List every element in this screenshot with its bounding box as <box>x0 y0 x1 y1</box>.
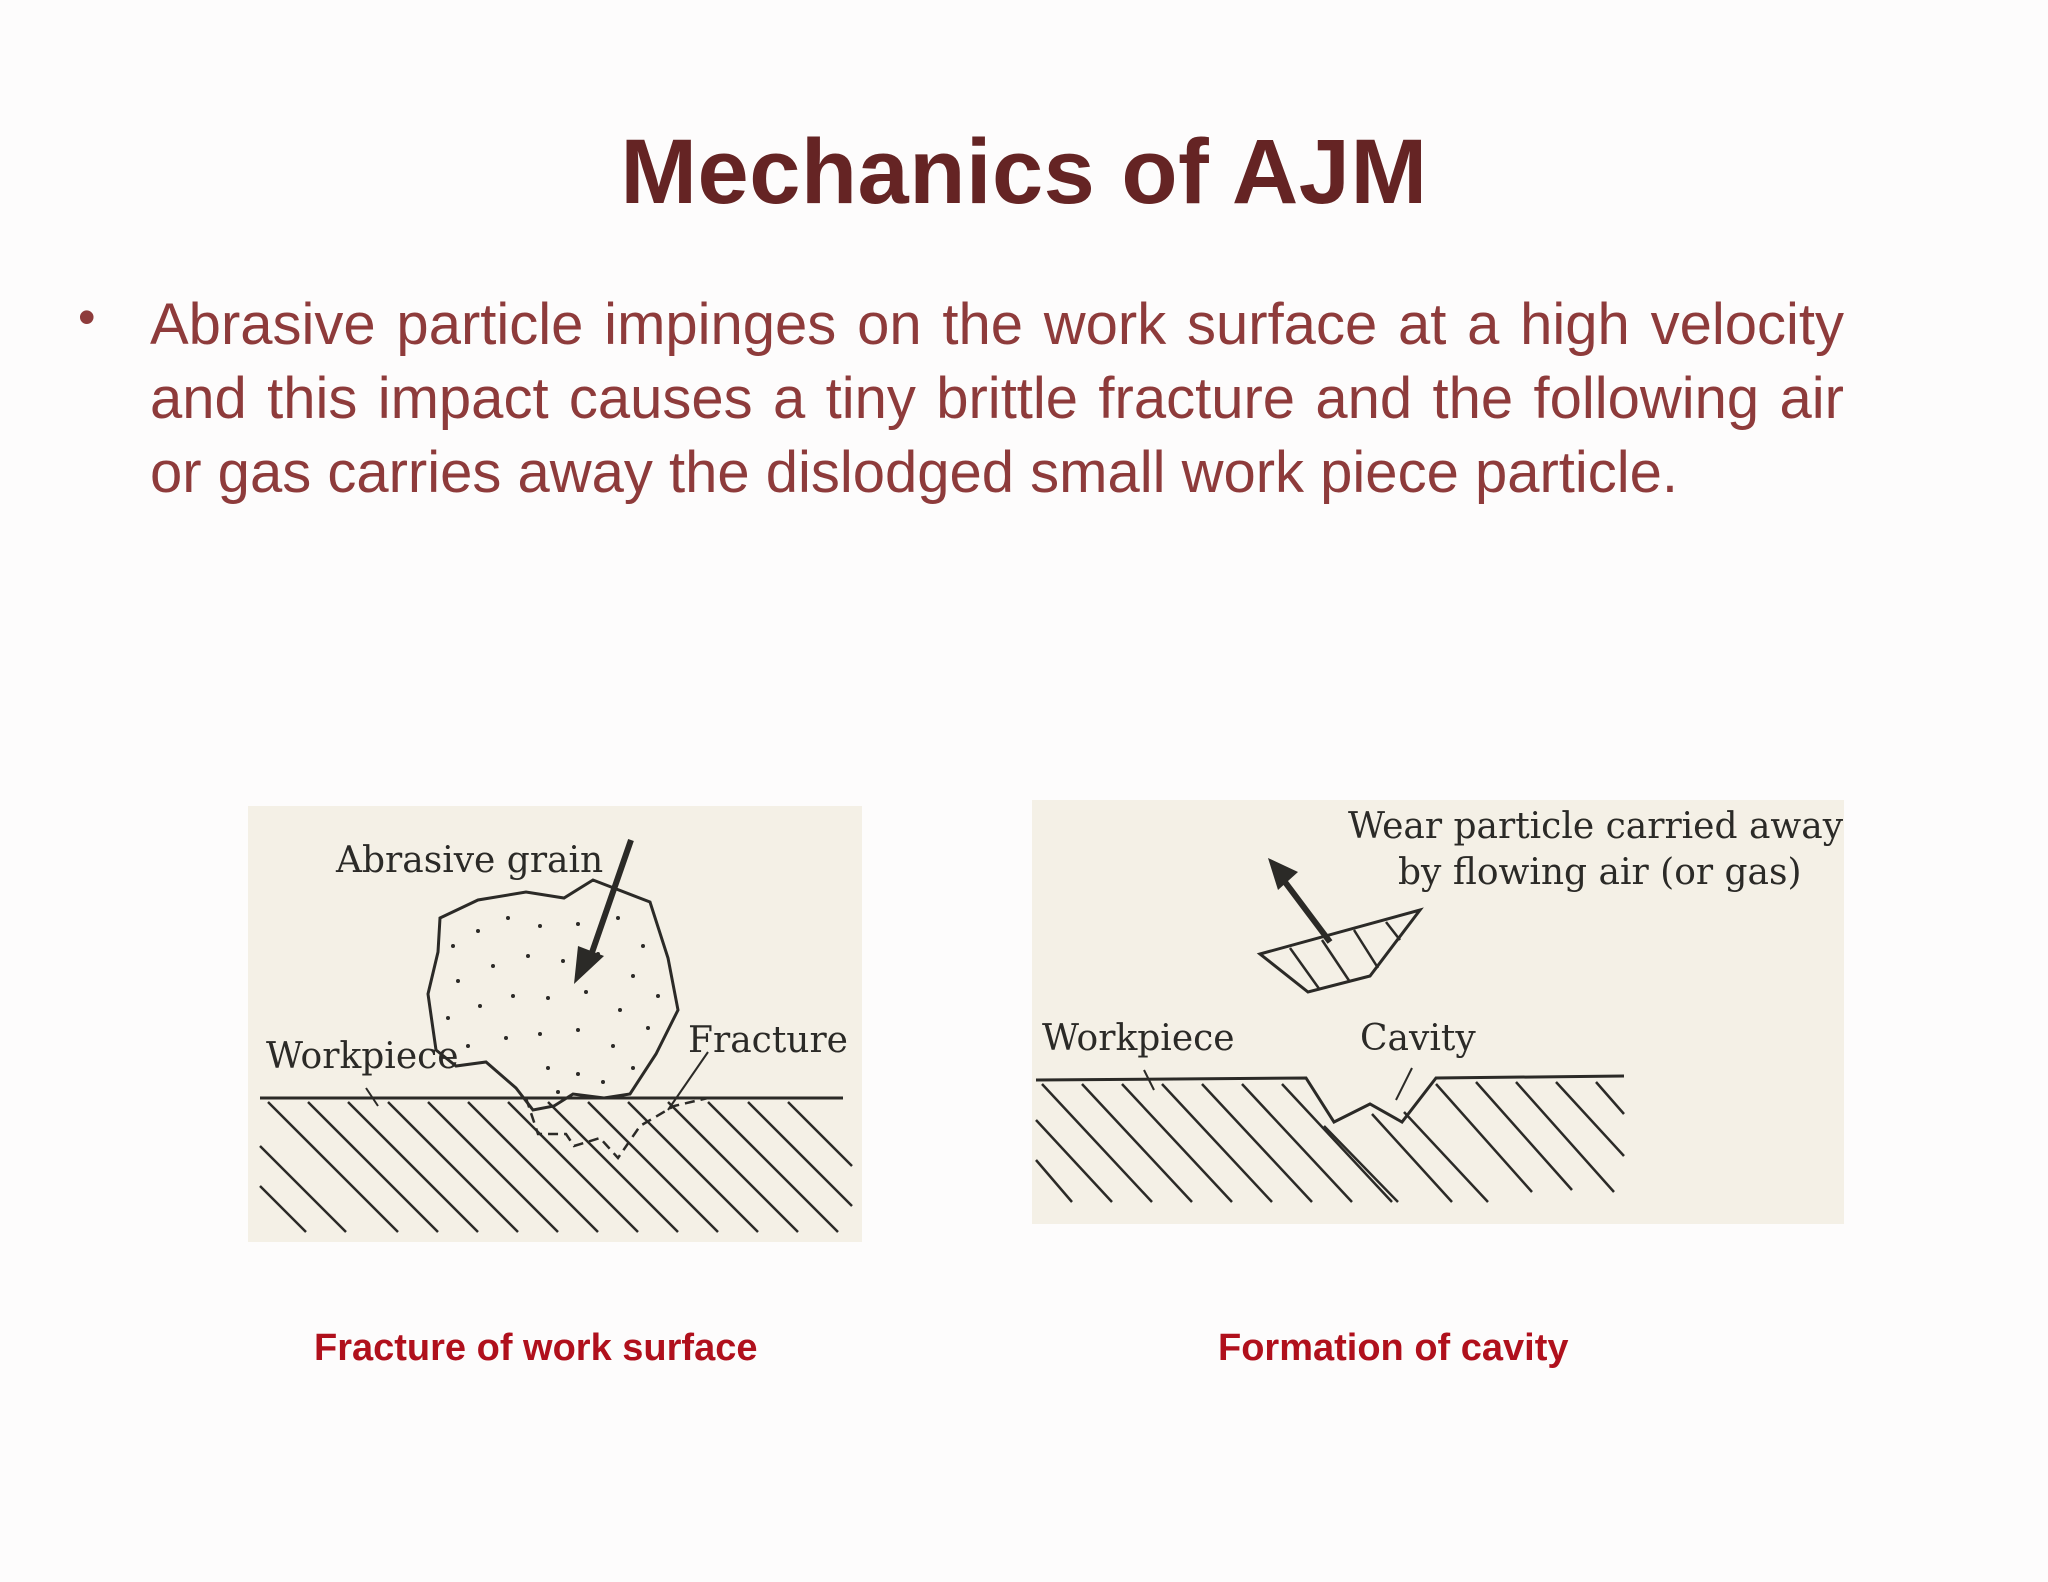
impact-arrow-head <box>574 946 604 984</box>
workpiece-hatching <box>260 1102 852 1232</box>
abrasive-grain-dots <box>446 916 660 1094</box>
cavity-caption: Formation of cavity <box>1218 1327 1569 1369</box>
cavity-diagram-drawing <box>1032 800 1844 1224</box>
work-surface-line <box>1036 1076 1624 1122</box>
fracture-diagram <box>248 806 862 1242</box>
ejection-arrow-shaft <box>1282 878 1330 942</box>
bullet-text: Abrasive particle impinges on the work surface at a high velocity and this impact causes a tiny brittle fracture and the following air or gas carries away the dislodged small work piece particle. <box>150 292 1844 505</box>
cavity-leader <box>1396 1068 1412 1100</box>
abrasive-grain-shape <box>428 880 678 1110</box>
fracture-label: Fracture <box>688 1020 848 1061</box>
workpiece-label: Workpiece <box>1042 1018 1235 1059</box>
workpiece-label: Workpiece <box>266 1036 459 1077</box>
wear-particle-label-line1: Wear particle carried away <box>1348 806 1844 847</box>
wear-particle-label-line2: by flowing air (or gas) <box>1398 852 1802 893</box>
fracture-diagram-drawing <box>248 806 862 1242</box>
ejection-arrow-head <box>1268 858 1298 890</box>
bullet-icon: • <box>78 289 96 345</box>
workpiece-hatching <box>1036 1082 1624 1202</box>
cavity-label: Cavity <box>1360 1018 1476 1059</box>
wear-particle-shape <box>1260 910 1420 992</box>
fracture-caption: Fracture of work surface <box>314 1327 758 1369</box>
slide-title: Mechanics of AJM <box>620 121 1428 223</box>
cavity-diagram <box>1032 800 1844 1224</box>
abrasive-grain-label: Abrasive grain <box>336 840 604 881</box>
